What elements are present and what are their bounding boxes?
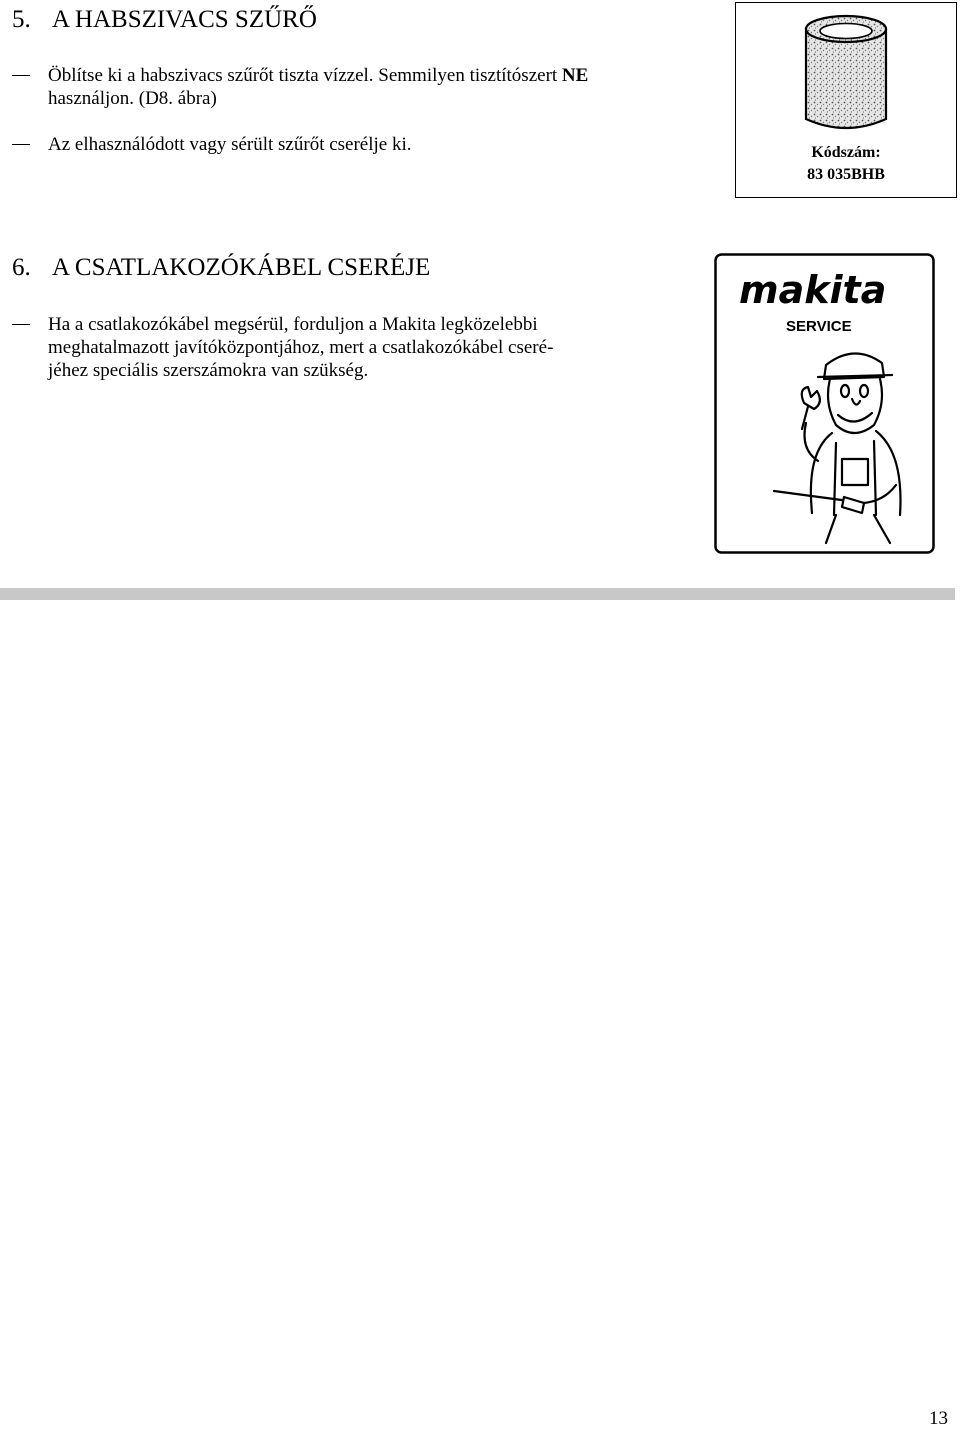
bullet-rinse-text-line2: használjon. (D8. ábra) <box>48 88 217 109</box>
section-6-heading <box>12 254 430 282</box>
section-5-heading <box>12 6 317 34</box>
foam-filter-icon <box>801 11 891 135</box>
bullet-cable-line3: jéhez speciális szerszámokra van szükség. <box>48 360 369 381</box>
bullet-rinse-text: Öblítse ki a habszivacs szűrőt tiszta vízzel. Semmilyen tisztítószert <box>48 65 562 86</box>
page-divider <box>0 588 955 600</box>
bullet-cable-line2: meghatalmazott javítóközpontjához, mert a csatlakozókábel cseré- <box>48 337 554 358</box>
mechanic-mascot-icon <box>714 253 935 554</box>
section-6-title: A CSATLAKOZÓKÁBEL CSERÉJE <box>52 254 431 281</box>
dash-marker <box>12 144 30 145</box>
section-5-number: 5. <box>12 6 31 33</box>
service-text: SERVICE <box>786 318 852 335</box>
dash-marker <box>12 324 30 325</box>
bullet-cable-replacement <box>0 313 690 382</box>
section-6-number: 6. <box>12 254 31 281</box>
bullet-replace-text: Az elhasználódott vagy sérült szűrőt cserélje ki. <box>48 134 412 155</box>
bullet-rinse-bold: NE <box>561 65 589 86</box>
dash-marker <box>12 75 30 76</box>
page-number: 13 <box>929 1408 948 1429</box>
bullet-replace-filter <box>0 133 690 156</box>
bullet-cable-line1: Ha a csatlakozókábel megsérül, forduljon a Makita legközelebbi <box>48 314 538 335</box>
filter-figure <box>735 2 957 198</box>
code-value: 83 035BHB <box>807 166 885 183</box>
makita-brand-text: makita <box>739 268 887 312</box>
bullet-rinse-filter <box>0 64 690 110</box>
makita-service-logo <box>714 253 935 554</box>
section-5-title: A HABSZIVACS SZŰRŐ <box>52 6 317 33</box>
code-label: Kódszám: <box>811 144 881 161</box>
